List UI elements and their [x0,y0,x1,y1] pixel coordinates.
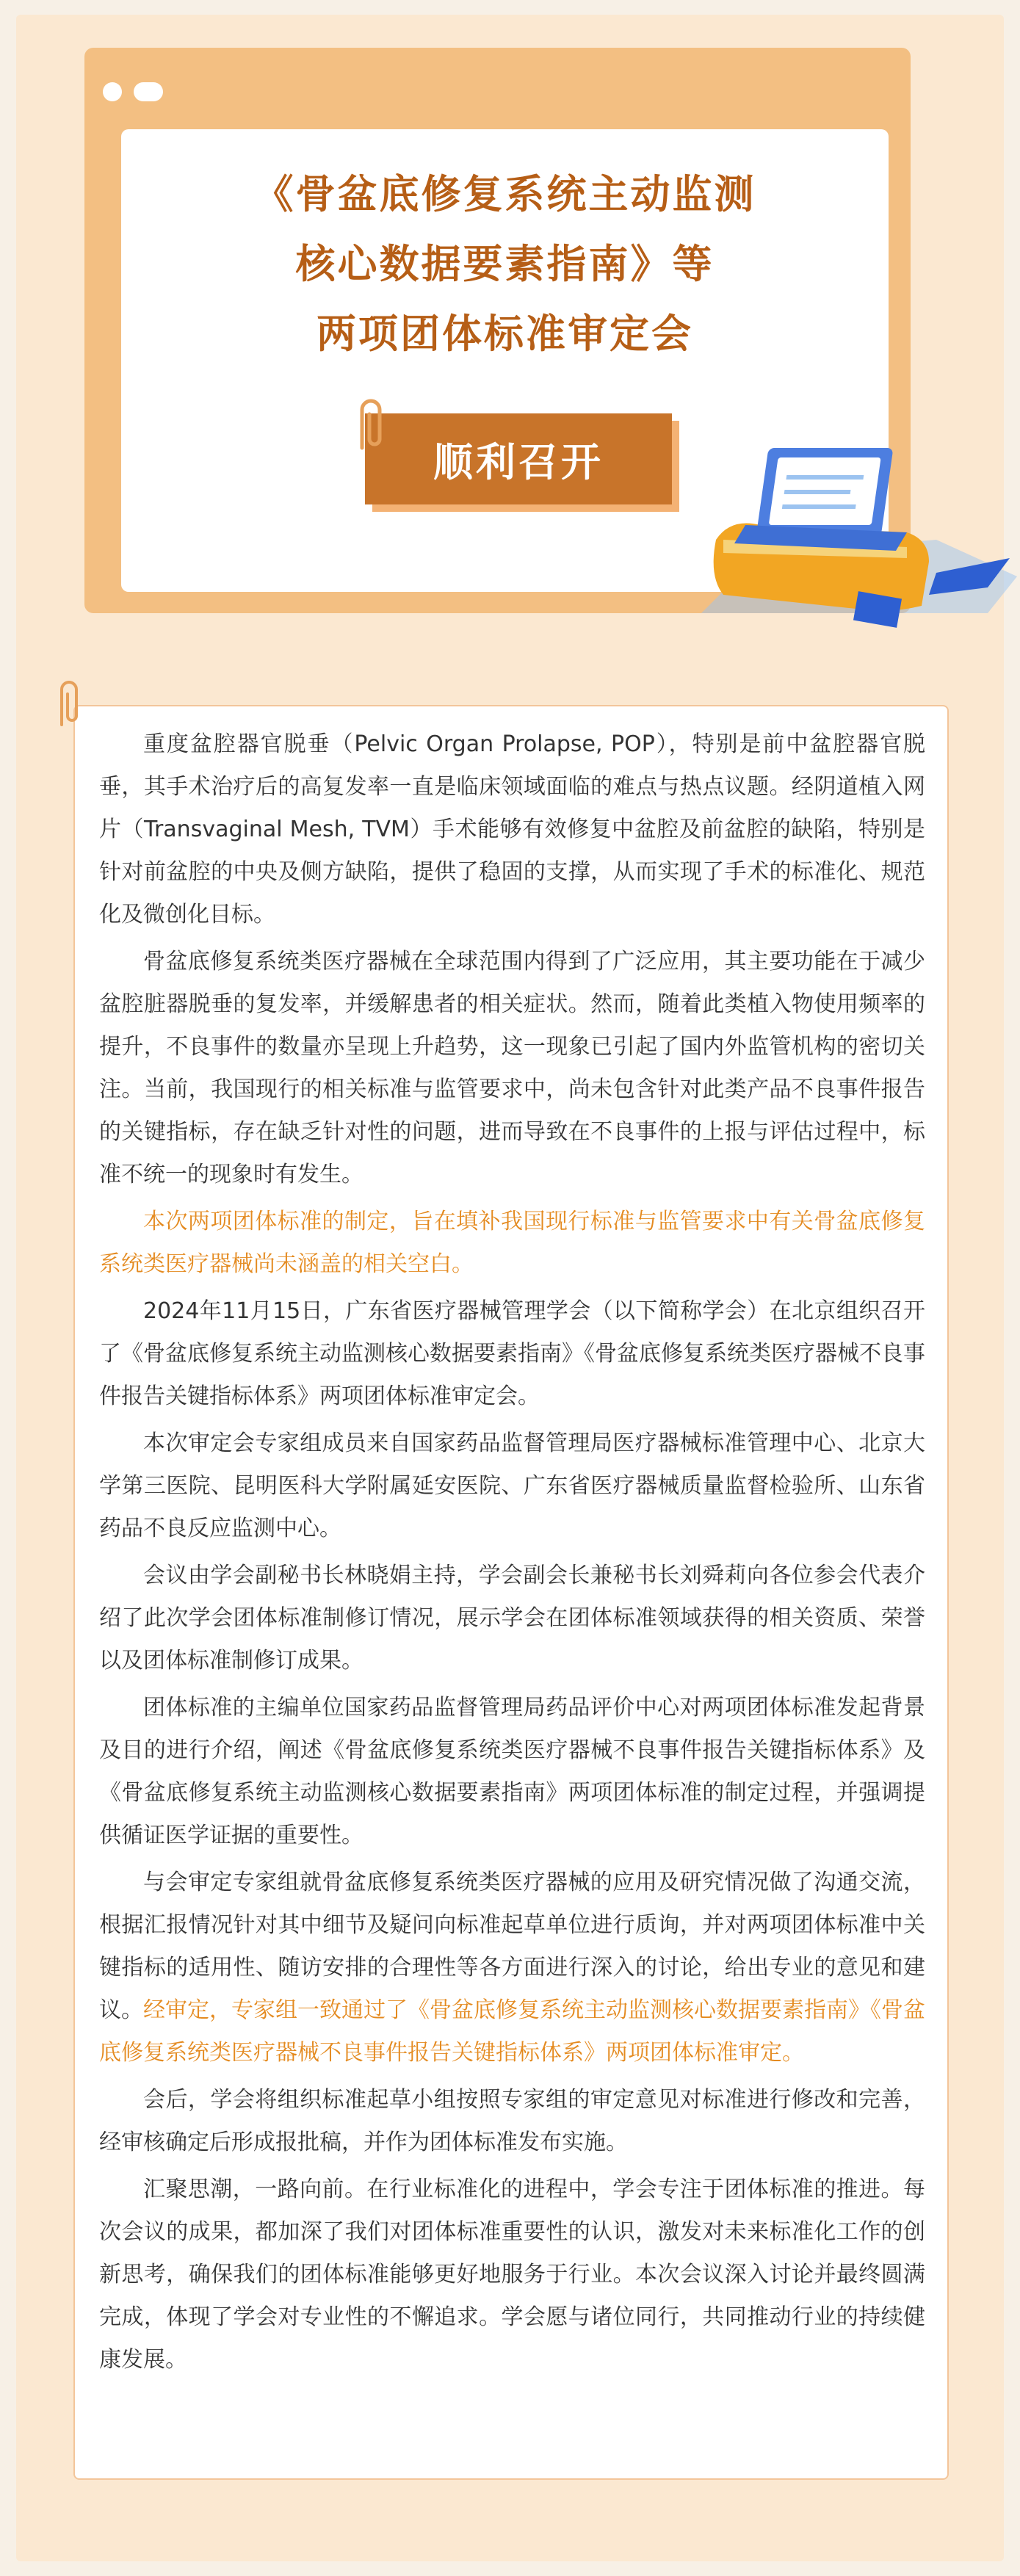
window-dot [103,82,122,101]
paragraph: 重度盆腔器官脱垂（Pelvic Organ Prolapse, POP），特别是前中盆腔器官脱垂，其手术治疗后的高复发率一直是临床领域面临的难点与热点议题。经阴道植入网片（Transvaginal Mesh, TVM）手术能够有效修复中盆腔及前盆腔的缺陷，特别是针对前盆腔的中央及侧方缺陷，提供了稳固的支撑，从而实现了手术的标准化、规范化及微创化目标。 [99,731,925,927]
paragraph [99,1862,925,2074]
window-pill [134,82,163,101]
paragraph: 汇聚思潮，一路向前。在行业标准化的进程中，学会专注于团体标准的推进。每次会议的成果，都加深了我们对团体标准重要性的认识，激发对未来标准化工作的创新思考，确保我们的团体标准能够更好地服务于行业。本次会议深入讨论并最终圆满完成，体现了学会对专业性的不懈追求。学会愿与诸位同行，共同推动行业的持续健康发展。 [99,2177,925,2373]
paragraph: 会后，学会将组织标准起草小组按照专家组的审定意见对标准进行修改和完善，经审核确定后形成报批稿，并作为团体标准发布实施。 [99,2087,925,2155]
paragraph-text: 与会审定专家组就骨盆底修复系统类医疗器械的应用及研究情况做了沟通交流，根据汇报情况针对其中细节及疑问向标准起草单位进行质询，并对两项团体标准中关键指标的适用性、随访安排的合理性等各方面进行深入的讨论，给出专业的意见和建议。 [99,1870,925,2023]
title-line-1: 《骨盆底修复系统主动监测 [253,171,756,217]
status-badge: 顺利召开 [365,413,672,504]
paragraph: 团体标准的主编单位国家药品监督管理局药品评价中心对两项团体标准发起背景及目的进行介绍，阐述《骨盆底修复系统类医疗器械不良事件报告关键指标体系》及《骨盆底修复系统主动监测核心数据要素指南》两项团体标准的制定过程，并强调提供循证医学证据的重要性。 [99,1695,925,1848]
paperclip-icon [347,397,391,455]
paragraph: 会议由学会副秘书长林晓娟主持，学会副会长兼秘书长刘舜莉向各位参会代表介绍了此次学会团体标准制修订情况，展示学会在团体标准领域获得的相关资质、荣誉以及团体标准制修订成果。 [99,1563,925,1674]
title-line-3: 两项团体标准审定会 [317,311,693,357]
highlight-text: 经审定，专家组一致通过了《骨盆底修复系统主动监测核心数据要素指南》《骨盆底修复系统类医疗器械不良事件报告关键指标体系》两项团体标准审定。 [99,1997,925,2066]
paragraph: 2024年11月15日，广东省医疗器械管理学会（以下简称学会）在北京组织召开了《骨盆底修复系统主动监测核心数据要素指南》《骨盆底修复系统类医疗器械不良事件报告关键指标体系》两项团体标准审定会。 [99,1298,925,1409]
paragraph: 本次审定会专家组成员来自国家药品监督管理局医疗器械标准管理中心、北京大学第三医院、昆明医科大学附属延安医院、广东省医疗器械质量监督检验所、山东省药品不良反应监测中心。 [99,1430,925,1541]
title-line-2: 核心数据要素指南》等 [295,241,715,287]
article-body [99,723,925,2386]
window-controls [103,82,163,101]
paragraph: 骨盆底修复系统类医疗器械在全球范围内得到了广泛应用，其主要功能在于减少盆腔脏器脱垂的复发率，并缓解患者的相关症状。然而，随着此类植入物使用频率的提升，不良事件的数量亦呈现上升趋势，这一现象已引起了国内外监管机构的密切关注。当前，我国现行的相关标准与监管要求中，尚未包含针对此类产品不良事件报告的关键指标，存在缺乏针对性的问题，进而导致在不良事件的上报与评估过程中，标准不统一的现象时有发生。 [99,949,925,1187]
paperclip-icon [50,679,87,731]
book-laptop-illustration [672,430,1017,665]
highlight-paragraph: 本次两项团体标准的制定，旨在填补我国现行标准与监管要求中有关骨盆底修复系统类医疗器械尚未涵盖的相关空白。 [99,1209,925,1277]
